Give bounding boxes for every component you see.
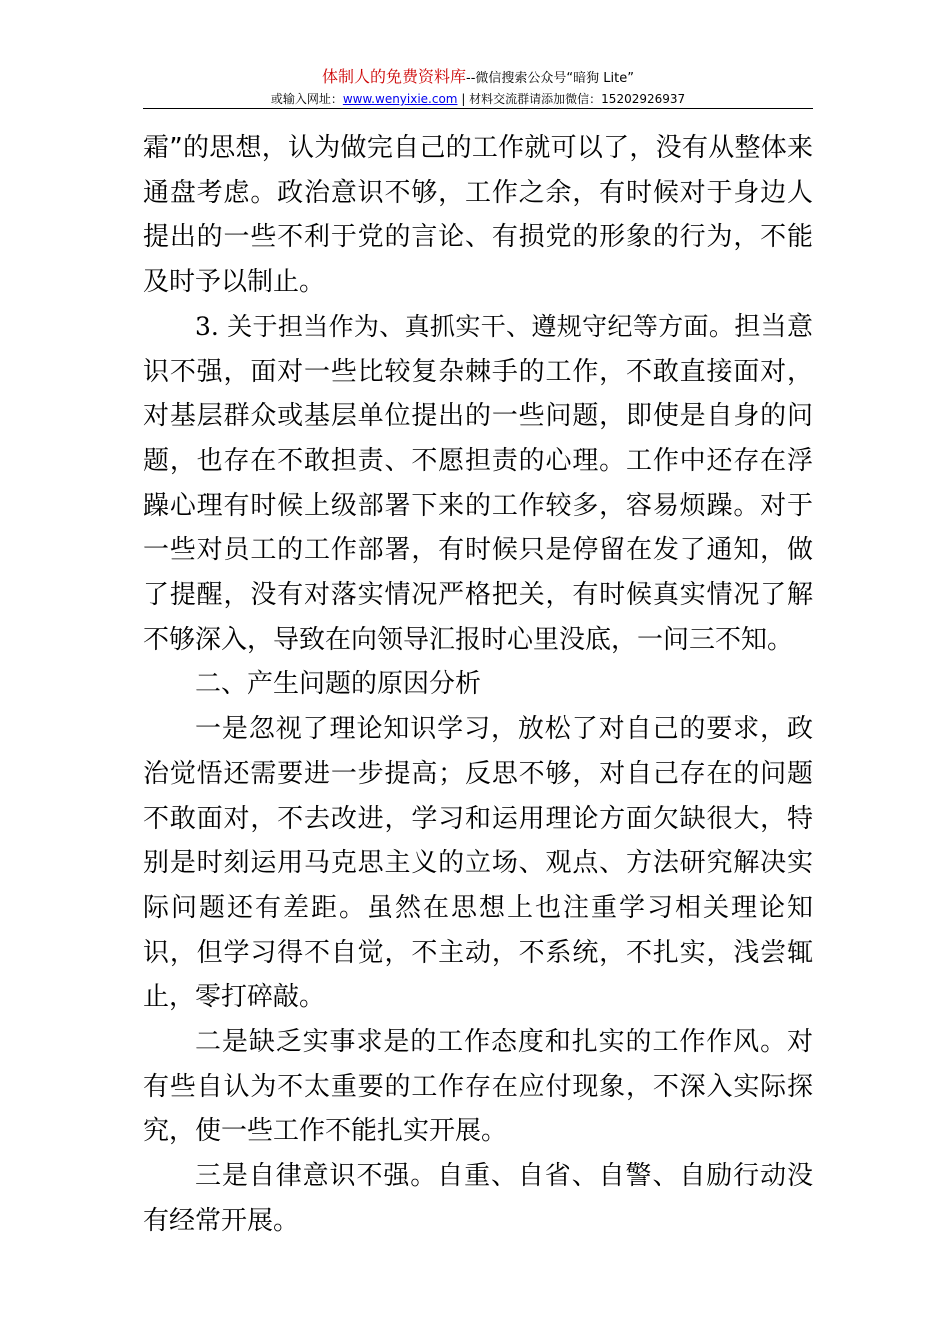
wechat-contact: | 材料交流群请添加微信：15202926937 [457, 92, 686, 106]
header-divider [143, 108, 813, 109]
document-body [143, 126, 813, 1244]
paragraph-cause-3: 三是自律意识不强。自重、自省、自警、自励行动没有经常开展。 [143, 1161, 813, 1236]
header-tagline: --微信搜索公众号“暗狗 Lite” [466, 71, 634, 86]
paragraph-cause-1: 一是忽视了理论知识学习，放松了对自己的要求，政治觉悟还需要进一步提高；反思不够，对自己存在的问题不敢面对，不去改进，学习和运用理论方面欠缺很大，特别是时刻运用马克思主义的立场、观点、方法研究解决实际问题还有差距。虽然在思想上也注重学习相关理论知识，但学习得不自觉，不主动，不系统，不扎实，浅尝辄止，零打碎敲。 [143, 714, 813, 1013]
section-heading-causes: 二、产生问题的原因分析 [195, 669, 482, 700]
header-contact-line [143, 91, 813, 107]
section-3-body: 意识不强，面对一些比较复杂棘手的工作，不敢直接面对，对基层群众或基层单位提出的一些问题，即使是自身的问题，也存在不敢担责、不愿担责的心理。工作中还存在浮躁心理有时候上级部署下来的工作较多，容易烦躁。对于一些对员工的工作部署，有时候只是停留在发了通知，做了提醒，没有对落实情况严格把关，有时候真实情况了解不够深入，导致在向领导汇报时心里没底，一问三不知。 [143, 311, 813, 655]
section-3-lead: 担当 [734, 311, 787, 342]
paragraph-cause-2: 二是缺乏实事求是的工作态度和扎实的工作作风。对有些自认为不太重要的工作存在应付现象，不深入实际探究，使一些工作不能扎实开展。 [143, 1027, 813, 1147]
section-3-heading: 3. 关于担当作为、真抓实干、遵规守纪等方面。 [195, 311, 735, 341]
paragraph-continued: 霜”的思想，认为做完自己的工作就可以了，没有从整体来通盘考虑。政治意识不够，工作之余，有时候对于身边人提出的一些不利于党的言论、有损党的形象的行为，不能及时予以制止。 [143, 133, 813, 298]
page-header [143, 68, 813, 107]
brand-title: 体制人的免费资料库 [322, 67, 467, 86]
url-prefix: 或输入网址： [270, 92, 343, 106]
site-link[interactable]: www.wenyixie.com [342, 92, 458, 106]
header-title-line [143, 68, 813, 88]
paragraph-section-3 [143, 305, 813, 663]
